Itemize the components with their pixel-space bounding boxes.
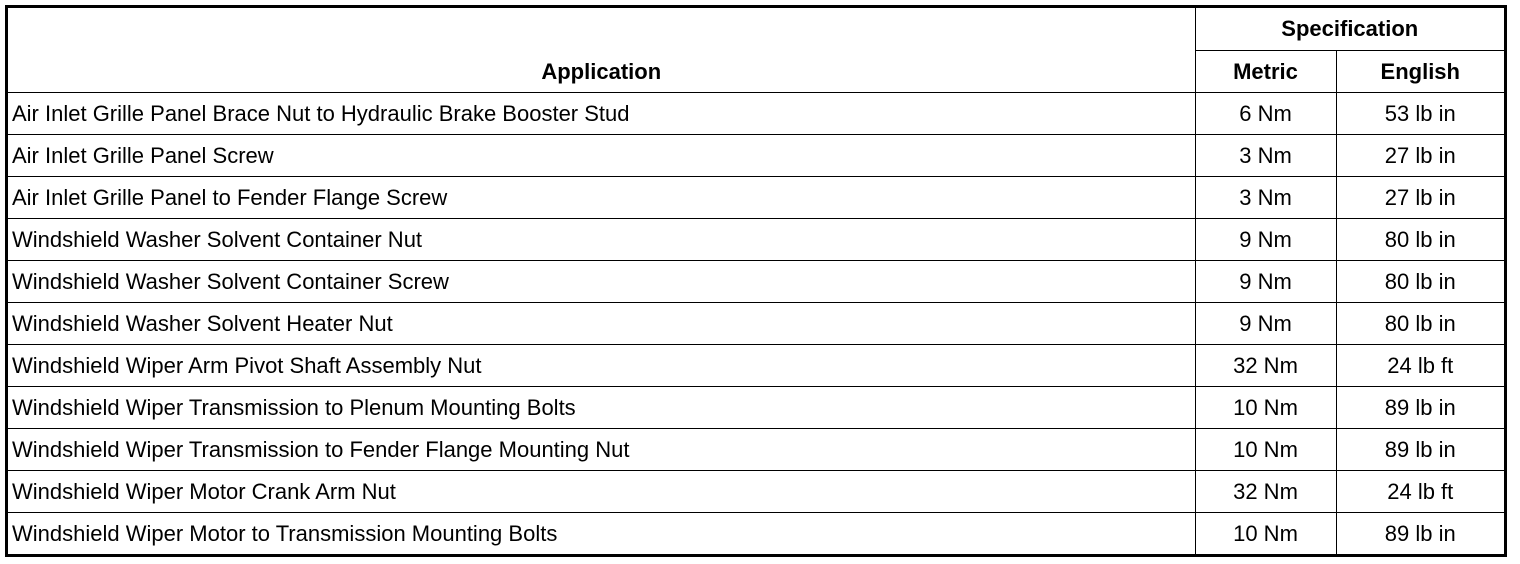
- table-row: [8, 218, 1504, 260]
- english-cell: 80 lb in: [1336, 260, 1504, 302]
- metric-cell: 9 Nm: [1195, 218, 1336, 260]
- metric-cell: 32 Nm: [1195, 344, 1336, 386]
- application-cell: Windshield Washer Solvent Container Nut: [8, 218, 1195, 260]
- application-cell: Windshield Wiper Motor to Transmission Mounting Bolts: [8, 512, 1195, 554]
- header-english: English: [1336, 50, 1504, 92]
- table-row: [8, 260, 1504, 302]
- table-row: [8, 92, 1504, 134]
- application-cell: Air Inlet Grille Panel to Fender Flange Screw: [8, 176, 1195, 218]
- table-row: [8, 344, 1504, 386]
- english-cell: 80 lb in: [1336, 218, 1504, 260]
- metric-cell: 10 Nm: [1195, 512, 1336, 554]
- metric-cell: 9 Nm: [1195, 302, 1336, 344]
- application-cell: Windshield Washer Solvent Container Screw: [8, 260, 1195, 302]
- metric-cell: 3 Nm: [1195, 134, 1336, 176]
- table-row: [8, 176, 1504, 218]
- english-cell: 27 lb in: [1336, 134, 1504, 176]
- application-cell: Air Inlet Grille Panel Brace Nut to Hydraulic Brake Booster Stud: [8, 92, 1195, 134]
- header-application: Application: [8, 8, 1195, 92]
- header-row-top: [8, 8, 1504, 50]
- english-cell: 24 lb ft: [1336, 344, 1504, 386]
- table-row: [8, 512, 1504, 554]
- english-cell: 89 lb in: [1336, 386, 1504, 428]
- table-row: [8, 386, 1504, 428]
- english-cell: 80 lb in: [1336, 302, 1504, 344]
- header-specification: Specification: [1195, 8, 1504, 50]
- metric-cell: 9 Nm: [1195, 260, 1336, 302]
- metric-cell: 6 Nm: [1195, 92, 1336, 134]
- metric-cell: 32 Nm: [1195, 470, 1336, 512]
- application-cell: Windshield Wiper Motor Crank Arm Nut: [8, 470, 1195, 512]
- english-cell: 53 lb in: [1336, 92, 1504, 134]
- table-row: [8, 134, 1504, 176]
- english-cell: 24 lb ft: [1336, 470, 1504, 512]
- application-cell: Windshield Washer Solvent Heater Nut: [8, 302, 1195, 344]
- application-cell: Windshield Wiper Transmission to Plenum Mounting Bolts: [8, 386, 1195, 428]
- header-metric: Metric: [1195, 50, 1336, 92]
- application-cell: Air Inlet Grille Panel Screw: [8, 134, 1195, 176]
- metric-cell: 3 Nm: [1195, 176, 1336, 218]
- english-cell: 89 lb in: [1336, 512, 1504, 554]
- application-cell: Windshield Wiper Arm Pivot Shaft Assembly Nut: [8, 344, 1195, 386]
- metric-cell: 10 Nm: [1195, 386, 1336, 428]
- table-row: [8, 428, 1504, 470]
- metric-cell: 10 Nm: [1195, 428, 1336, 470]
- table-row: [8, 302, 1504, 344]
- specification-table-frame: [5, 5, 1507, 557]
- fastener-torque-table: [8, 8, 1504, 554]
- table-row: [8, 470, 1504, 512]
- english-cell: 27 lb in: [1336, 176, 1504, 218]
- english-cell: 89 lb in: [1336, 428, 1504, 470]
- application-cell: Windshield Wiper Transmission to Fender Flange Mounting Nut: [8, 428, 1195, 470]
